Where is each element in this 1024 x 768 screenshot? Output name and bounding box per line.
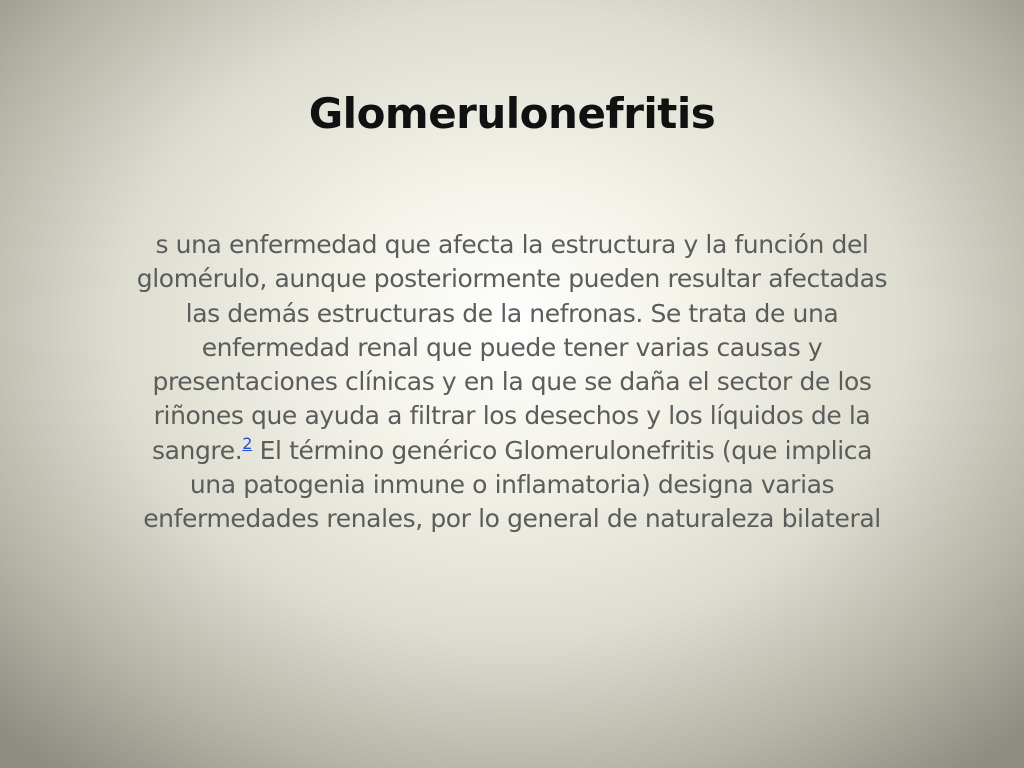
- slide-title: Glomerulonefritis: [308, 89, 716, 138]
- slide-body-text: [130, 228, 894, 537]
- reference-link[interactable]: 2: [242, 433, 253, 453]
- body-text-after-reference: El término genérico Glomerulonefritis (que implica una patogenia inmune o inflamatoria) designa varias enfermedades renales, por lo general de naturaleza bilateral: [143, 435, 881, 534]
- body-text-before-reference: s una enfermedad que afecta la estructura y la función del glomérulo, aunque posteriormente pueden resultar afectadas las demás estructuras de la nefronas. Se trata de una enfermedad renal que puede tener varias causas y presentaciones clínicas y en la que se daña el sector de los riñones que ayuda a filtrar los desechos y los líquidos de la sangre.: [136, 230, 888, 465]
